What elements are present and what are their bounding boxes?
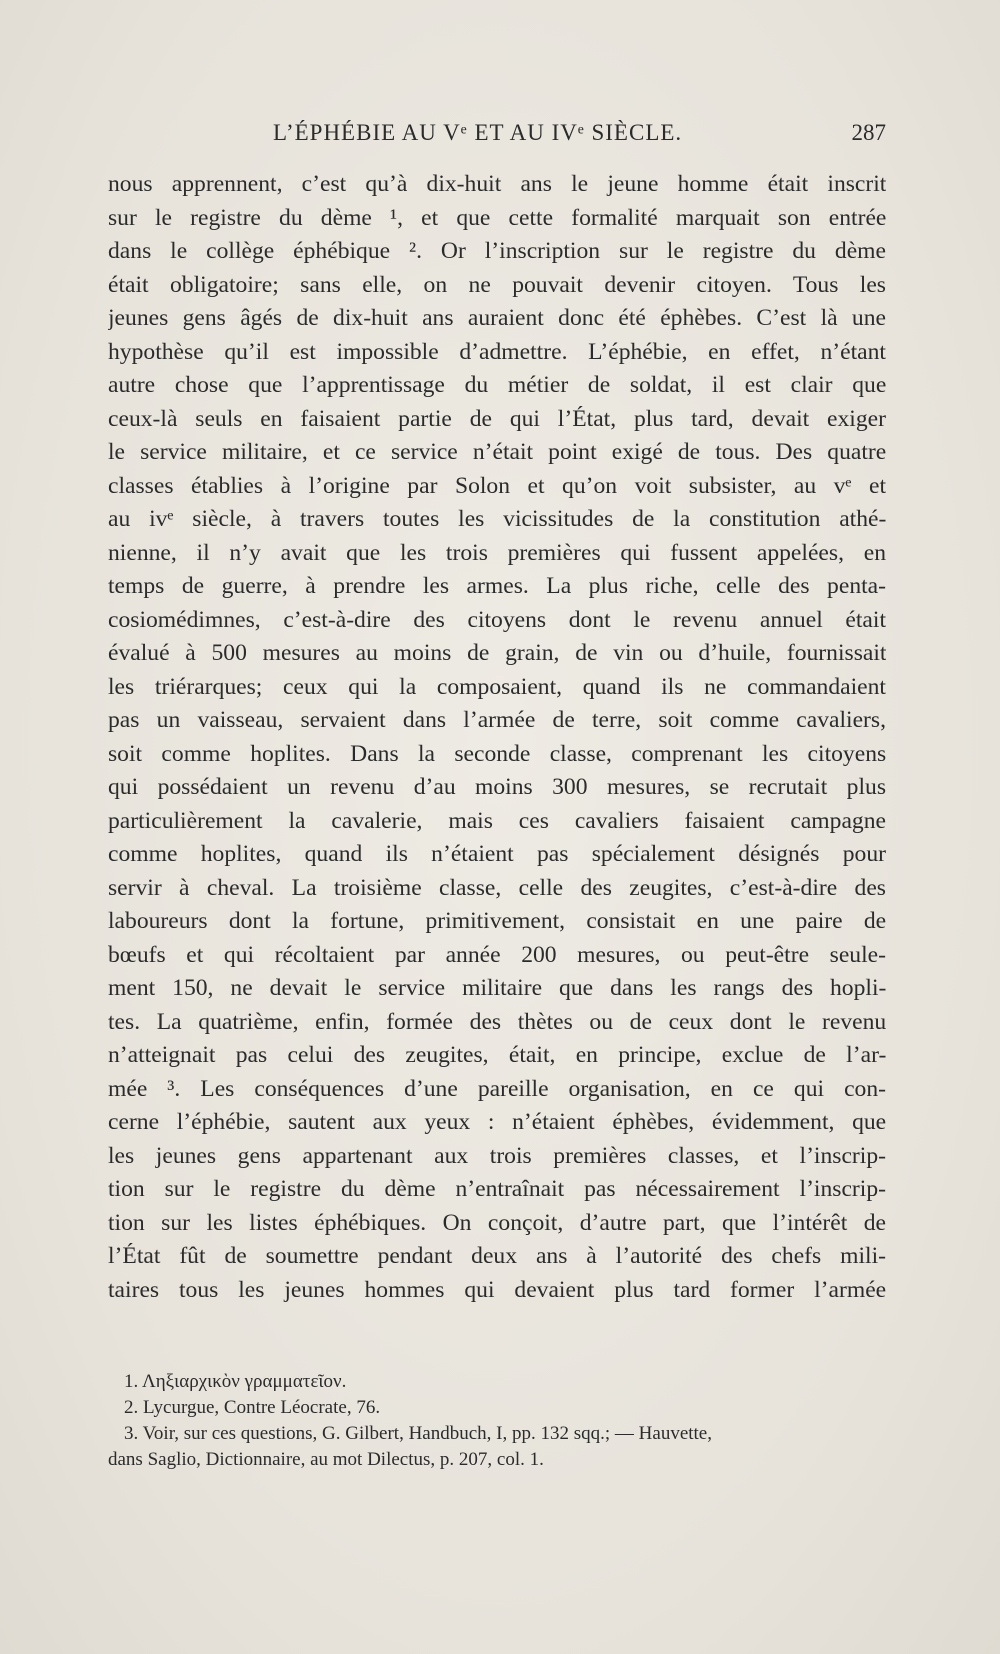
text-line: tion sur le registre du dème n’entraînait pas nécessairement l’inscrip- [108,1176,886,1202]
text-line: soit comme hoplites. Dans la seconde classe, comprenant les citoyens [108,740,886,767]
footnotes [108,1369,886,1473]
body-text [108,168,886,1307]
text-line: les triérarques; ceux qui la composaient, quand ils ne commandaient [108,673,886,700]
text-line: jeunes gens âgés de dix-huit ans auraient donc été éphèbes. C’est là une [108,305,886,331]
page-header [108,120,886,154]
text-line: au ivᵉ siècle, à travers toutes les vicissitudes de la constitution athé- [108,506,886,532]
text-line: ment 150, ne devait le service militaire que dans les rangs des hopli- [108,975,886,1001]
text-line: sur le registre du dème ¹, et que cette formalité marquait son entrée [108,204,886,231]
text-line: hypothèse qu’il est impossible d’admettre. L’éphébie, en effet, n’étant [108,338,886,365]
footnote: 1. Ληξιαρχικὸν γραμματεῖον. [124,1371,347,1392]
text-line: bœufs et qui récoltaient par année 200 mesures, ou peut-être seule- [108,941,886,968]
footnote: 3. Voir, sur ces questions, G. Gilbert, Handbuch, I, pp. 132 sqq.; — Hauvette, [124,1423,712,1444]
text-line: pas un vaisseau, servaient dans l’armée de terre, soit comme cavaliers, [108,707,886,733]
text-line: ceux-là seuls en faisaient partie de qui l’État, plus tard, devait exiger [108,405,886,432]
text-line: nous apprennent, c’est qu’à dix-huit ans le jeune homme était inscrit [108,171,886,197]
footnote-continuation: dans Saglio, Dictionnaire, au mot Dilectus, p. 207, col. 1. [108,1449,544,1470]
text-line: qui possédaient un revenu d’au moins 300 mesures, se recrutait plus [108,774,886,800]
text-line: évalué à 500 mesures au moins de grain, de vin ou d’huile, fournissait [108,640,886,666]
text-line: tion sur les listes éphébiques. On conçoit, d’autre part, que l’intérêt de [108,1209,886,1236]
footnote: 2. Lycurgue, Contre Léocrate, 76. [124,1397,381,1418]
text-line: mée ³. Les conséquences d’une pareille organisation, en ce qui con- [108,1075,886,1102]
running-head: L’ÉPHÉBIE AU Vᵉ ET AU IVᵉ SIÈCLE. [273,120,683,145]
text-line: n’atteignait pas celui des zeugites, était, en principe, exclue de l’ar- [108,1042,886,1068]
text-line: laboureurs dont la fortune, primitivement, consistait en une paire de [108,908,886,934]
text-line: classes établies à l’origine par Solon et qu’on voit subsister, au vᵉ et [108,472,886,499]
text-line: était obligatoire; sans elle, on ne pouvait devenir citoyen. Tous les [108,271,886,298]
text-line: nienne, il n’y avait que les trois premières qui fussent appelées, en [108,539,886,566]
text-line: servir à cheval. La troisième classe, celle des zeugites, c’est-à-dire des [108,874,886,901]
text-line: les jeunes gens appartenant aux trois premières classes, et l’inscrip- [108,1142,886,1169]
text-line: tes. La quatrième, enfin, formée des thètes ou de ceux dont le revenu [108,1008,886,1035]
text-line: particulièrement la cavalerie, mais ces cavaliers faisaient campagne [108,807,886,834]
text-line: comme hoplites, quand ils n’étaient pas spécialement désignés pour [108,841,886,867]
text-line: temps de guerre, à prendre les armes. La plus riche, celle des penta- [108,573,886,599]
text-line: autre chose que l’apprentissage du métier de soldat, il est clair que [108,372,886,398]
text-line: l’État fût de soumettre pendant deux ans à l’autorité des chefs mili- [108,1243,886,1269]
text-line: cerne l’éphébie, sautent aux yeux : n’étaient éphèbes, évidemment, que [108,1109,886,1135]
text-line: cosiomédimnes, c’est-à-dire des citoyens dont le revenu annuel était [108,606,886,633]
page-number: 287 [851,120,886,145]
text-line: le service militaire, et ce service n’était point exigé de tous. Des quatre [108,439,886,465]
text-line: taires tous les jeunes hommes qui devaient plus tard former l’armée [108,1276,886,1303]
text-line: dans le collège éphébique ². Or l’inscription sur le registre du dème [108,238,886,264]
